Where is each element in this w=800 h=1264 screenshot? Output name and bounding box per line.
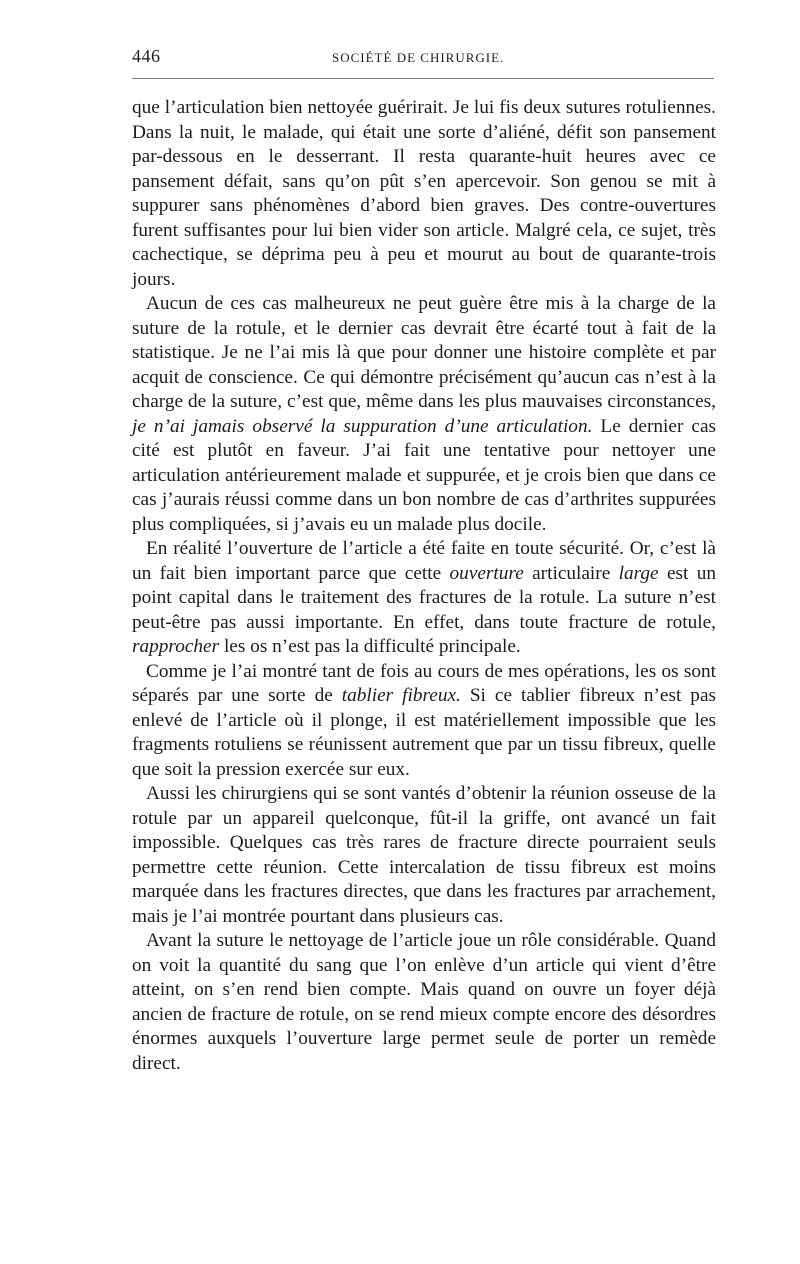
paragraph <box>132 660 716 783</box>
paragraph <box>132 929 716 1076</box>
running-head: SOCIÉTÉ DE CHIRURGIE. <box>332 50 505 65</box>
paragraph <box>132 292 716 537</box>
text-segment: En réalité l’ouverture de l’article a été faite en toute sécurité. Or, c’est là un fait bien important parce que cette <box>132 538 716 584</box>
italic-emphasis: ouverture <box>449 562 524 584</box>
text-segment: que l’articulation bien nettoyée guérirait. Je lui fis deux sutures rotuliennes. Dans la nuit, le malade, qui était une sorte d’aliéné, défit son pansement par-dessous en le desserrant. Il resta quarante-huit heures avec ce pansement défait, sans qu’on pût s’en apercevoir. Son genou se mit à suppurer sans phénomènes d’abord bien graves. Des contre-ouvertures furent suffisantes pour lui bien vider son article. Malgré cela, ce sujet, très cachectique, se déprima peu à peu et mourut au bout de quarante-trois jours. <box>132 97 716 290</box>
text-segment: articulaire <box>523 562 619 584</box>
text-segment: est un point capital dans le traitement des fractures de la rotule. La suture n’est peut-être pas aussi importante. En effet, dans toute fracture de rotule, <box>132 562 717 633</box>
italic-emphasis: je n’ai jamais observé la suppuration d’une articulation. <box>132 415 593 437</box>
text-segment: Le dernier cas cité est plutôt en faveur. J’ai fait une tentative pour nettoyer une articulation antérieurement malade et suppurée, et je crois bien que dans ce cas j’aurais réussi comme dans un bon nombre de cas d’arthrites suppurées plus compliquées, si j’avais eu un malade plus docile. <box>132 415 717 535</box>
text-segment: Avant la suture le nettoyage de l’article joue un rôle considérable. Quand on voit la quantité du sang que l’on enlève d’un article qui vient d’être atteint, on s’en rend bien compte. Mais quand on ouvre un foyer déjà ancien de fracture de rotule, on se rend mieux compte encore des désordres énormes auxquels l’ouverture large permet seule de porter un remède direct. <box>132 930 716 1074</box>
page-number: 446 <box>132 46 161 66</box>
text-segment: Aussi les chirurgiens qui se sont vantés d’obtenir la réunion osseuse de la rotule par un appareil quelconque, fût-il la griffe, ont avancé un fait impossible. Quelques cas très rares de fracture directe pourraient seuls permettre cette réunion. Cette intercalation de tissu fibreux est moins marquée dans les fractures directes, que dans les fractures par arrachement, mais je l’ai montrée pourtant dans plusieurs cas. <box>132 783 716 927</box>
page-header <box>132 40 728 72</box>
text-segment: les os n’est pas la difficulté principale. <box>219 636 521 657</box>
paragraph <box>132 96 716 292</box>
body-text <box>132 96 716 1076</box>
paragraph <box>132 537 716 660</box>
paragraph <box>132 782 716 929</box>
header-rule <box>132 78 714 79</box>
italic-emphasis: tablier fibreux. <box>341 685 461 706</box>
text-segment: Si ce tablier fibreux n’est pas enlevé de l’article où il plonge, il est matériellement impossible que les fragments rotuliens se réunissent autrement que par un tissu fibreux, quelle que soit la pression exercée sur eux. <box>132 685 716 780</box>
italic-emphasis: rapprocher <box>132 636 220 657</box>
text-segment: Aucun de ces cas malheureux ne peut guère être mis à la charge de la suture de la rotule, et le dernier cas devrait être écarté tout à fait de la statistique. Je ne l’ai mis là que pour donner une histoire complète et par acquit de conscience. Ce qui démontre précisément qu’aucun cas n’est à la charge de la suture, c’est que, même dans les plus mauvaises circonstances, <box>132 293 716 412</box>
italic-emphasis: large <box>618 562 659 584</box>
text-segment: Comme je l’ai montré tant de fois au cours de mes opérations, les os sont séparés par une sorte de <box>132 660 716 706</box>
